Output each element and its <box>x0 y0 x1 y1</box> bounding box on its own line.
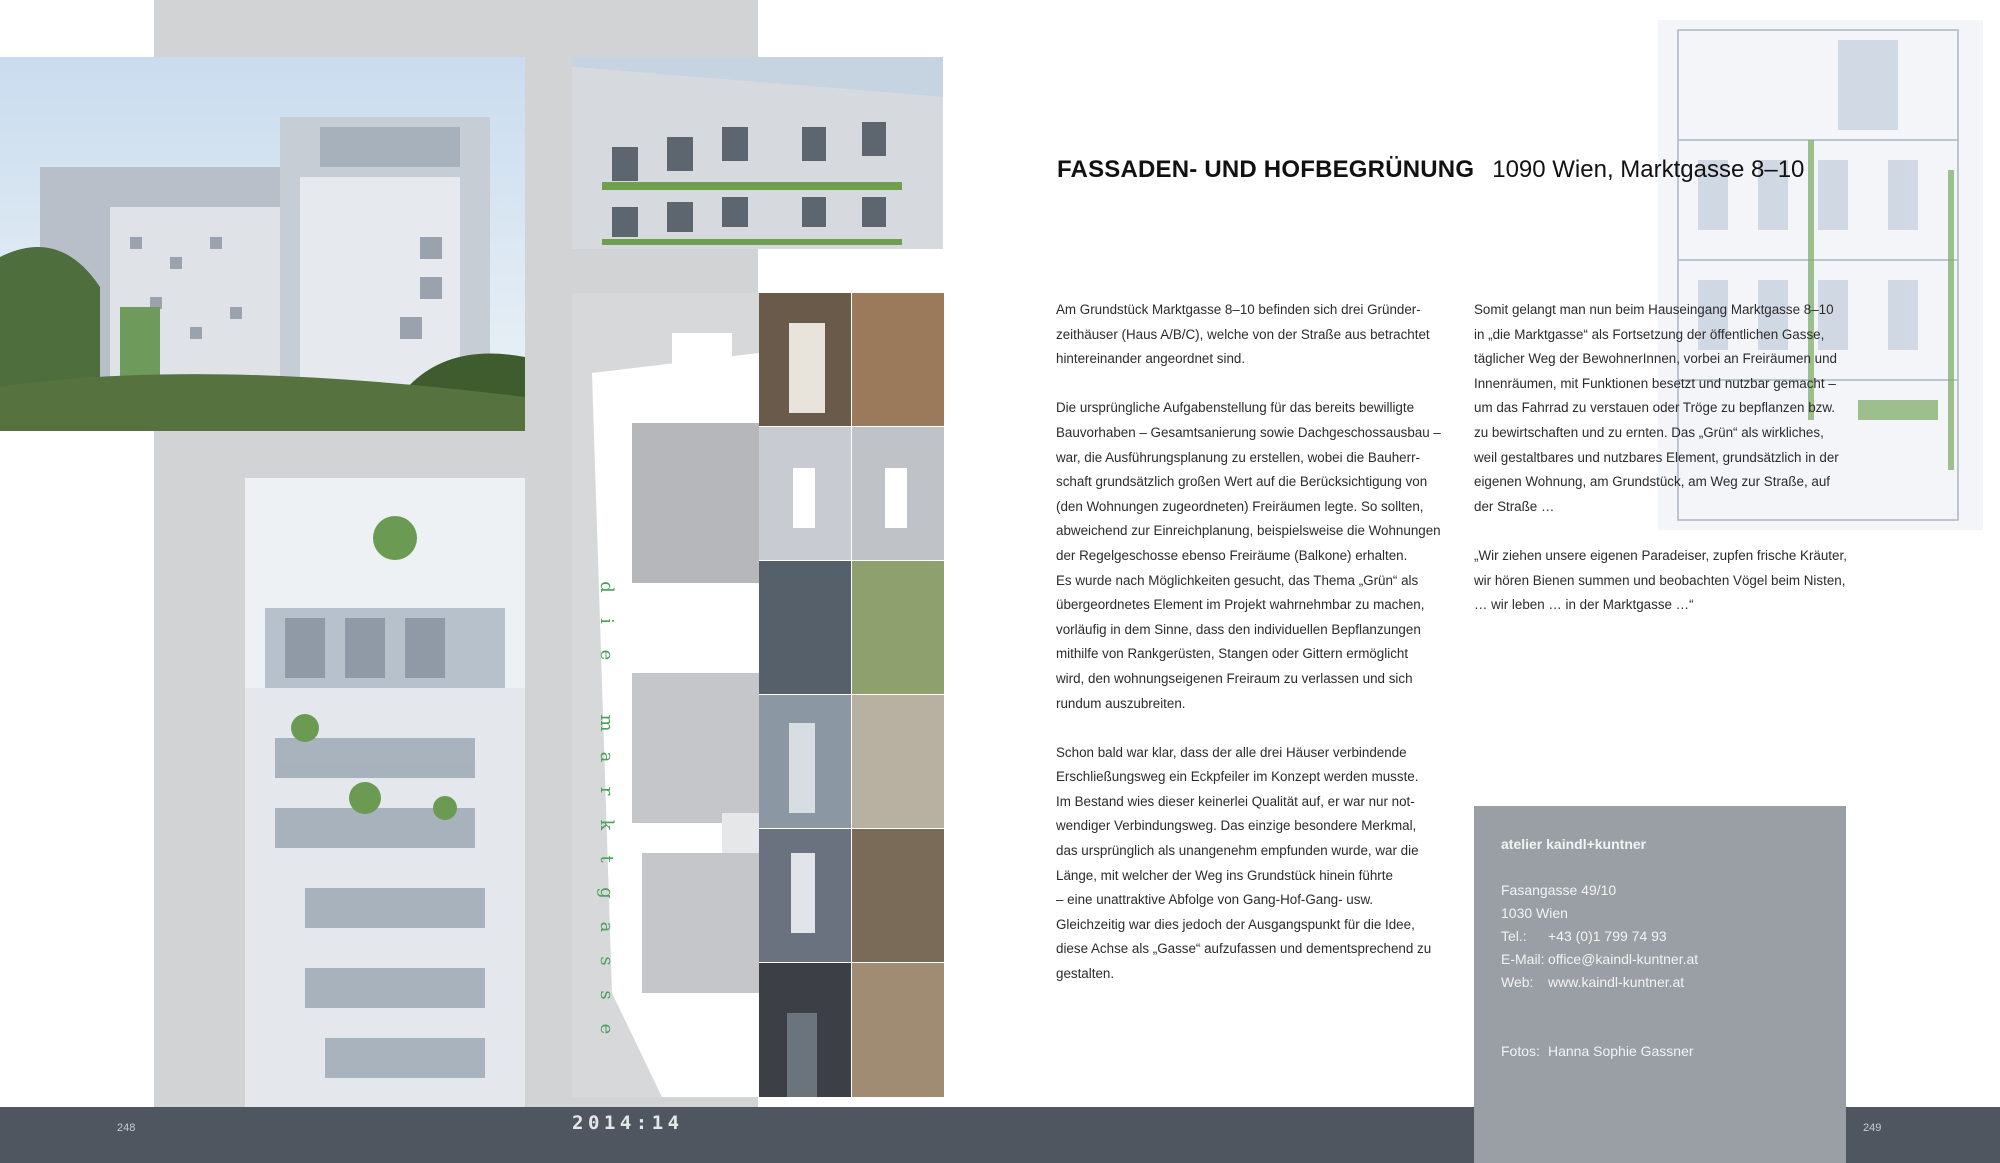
text-column-1 <box>1056 298 1441 987</box>
rooftop-photo <box>0 57 525 431</box>
page-number-right: 249 <box>1863 1122 1882 1134</box>
issue-label: 2014:14 <box>572 1112 684 1134</box>
article-title <box>1057 156 1804 184</box>
plan-letter: t <box>596 855 617 863</box>
quote-paragraph: „Wir ziehen unsere eigenen Paradeiser, zupfen frische Kräuter, wir hören Bienen summen und beobachten Vögel beim Nisten, … wir leben … in der Marktgasse …“ <box>1474 547 1847 613</box>
phone-number: +43 (0)1 799 74 93 <box>1548 928 1667 944</box>
address-line: Fasangasse 49/10 <box>1501 882 1617 898</box>
passage-photo-grid <box>759 293 944 1097</box>
phone-row: Tel.: +43 (0)1 799 74 93 <box>1501 928 1667 944</box>
facade-photo <box>572 57 943 249</box>
address-line: 1030 Wien <box>1501 905 1568 921</box>
plan-letter: d <box>596 581 617 593</box>
paragraph: Schon bald war klar, dass der alle drei Häuser verbindende Erschließungsweg ein Eckpfeiler im Konzept werden musste. Im Bestand wies dieser keinerlei Qualität auf, er war nur not- wendiger Verbindungsweg. Das einzige besondere Merkmal, das ursprünglich als unangenehm empfunden wurde, war die Länge, mit welcher der Weg ins Grundstück hinein führte – eine unattraktive Abfolge von Gang-Hof-Gang- usw. Gleichzeitig war dies jedoch der Ausgangspunkt für die Idee, diese Achse als „Gasse“ aufzufassen und dementsprechend zu gestalten. <box>1056 744 1432 982</box>
plan-letter: i <box>596 618 617 624</box>
page-number-left: 248 <box>117 1122 136 1134</box>
text-column-2 <box>1474 298 1859 618</box>
article-title-main: FASSADEN- UND HOFBEGRÜNUNG <box>1057 156 1475 183</box>
plan-letter: m <box>596 714 617 732</box>
plan-letter: s <box>596 956 617 966</box>
photo-credit: Fotos: Hanna Sophie Gassner <box>1501 1043 1694 1059</box>
web-link[interactable]: www.kaindl-kuntner.at <box>1548 974 1685 990</box>
plan-letter: k <box>596 819 617 831</box>
web-row: Web: www.kaindl-kuntner.at <box>1501 974 1685 990</box>
plan-letter: e <box>596 649 617 661</box>
email-row: E-Mail: office@kaindl-kuntner.at <box>1501 951 1699 967</box>
plan-vertical-label <box>586 570 626 1046</box>
plan-letter: a <box>596 921 617 933</box>
plan-letter: a <box>596 751 617 763</box>
email-link[interactable]: office@kaindl-kuntner.at <box>1548 951 1699 967</box>
paragraph: Somit gelangt man nun beim Hauseingang Marktgasse 8–10 in „die Marktgasse“ als Fortsetzung der öffentlichen Gasse, täglicher Weg der BewohnerInnen, vorbei an Freiräumen und Innenräumen, mit Funktionen besetzt und nutzbar gemacht – um das Fahrrad zu verstauen oder Tröge zu bepflanzen bzw. zu bewirtschaften und zu ernten. Das „Grün“ als wirkliches, weil gestaltbares und nutzbares Element, grundsätzlich in der eigenen Wohnung, am Grundstück, am Weg zur Straße, auf der Straße … <box>1474 302 1839 514</box>
paragraph: Die ursprüngliche Aufgabenstellung für das bereits bewilligte Bauvorhaben – Gesamtsanierung sowie Dachgeschossausbau – war, die Ausführungsplanung zu erstellen, wobei die Bauherr- schaft grundsätzlich großen Wert auf die Berücksichtigung von (den Wohnungen zugeordneten) Freiräumen legte. So sollten, abweichend zur Einreichplanung, beispielsweise die Wohnungen der Regelgeschosse ebenso Freiräume (Balkone) erhalten. Es wurde nach Möglichkeiten gesucht, das Thema „Grün“ als übergeordnetes Element im Projekt wahrnehmbar zu machen, vorläufig in dem Sinne, dass den individuellen Bepflanzungen mithilfe von Rankgerüsten, Stangen oder Gittern ermöglicht wird, den wohnungseigenen Freiraum zu verlassen und sich rundum auszubreiten. <box>1056 400 1441 711</box>
article-location: 1090 Wien, Marktgasse 8–10 <box>1492 156 1805 183</box>
plan-letter: r <box>596 786 617 796</box>
plan-letter: g <box>596 887 617 899</box>
paragraph: Am Grundstück Marktgasse 8–10 befinden sich drei Gründer- zeithäuser (Haus A/B/C), welche von der Straße aus betrachtet hintereinander angeordnet sind. <box>1056 302 1430 367</box>
plan-letter: s <box>596 990 617 1000</box>
plan-letter: e <box>596 1023 617 1035</box>
firm-name: atelier kaindl+kuntner <box>1501 836 1647 852</box>
building-balconies-photo <box>245 478 525 1107</box>
info-box-footer-extension <box>1474 1107 1846 1163</box>
